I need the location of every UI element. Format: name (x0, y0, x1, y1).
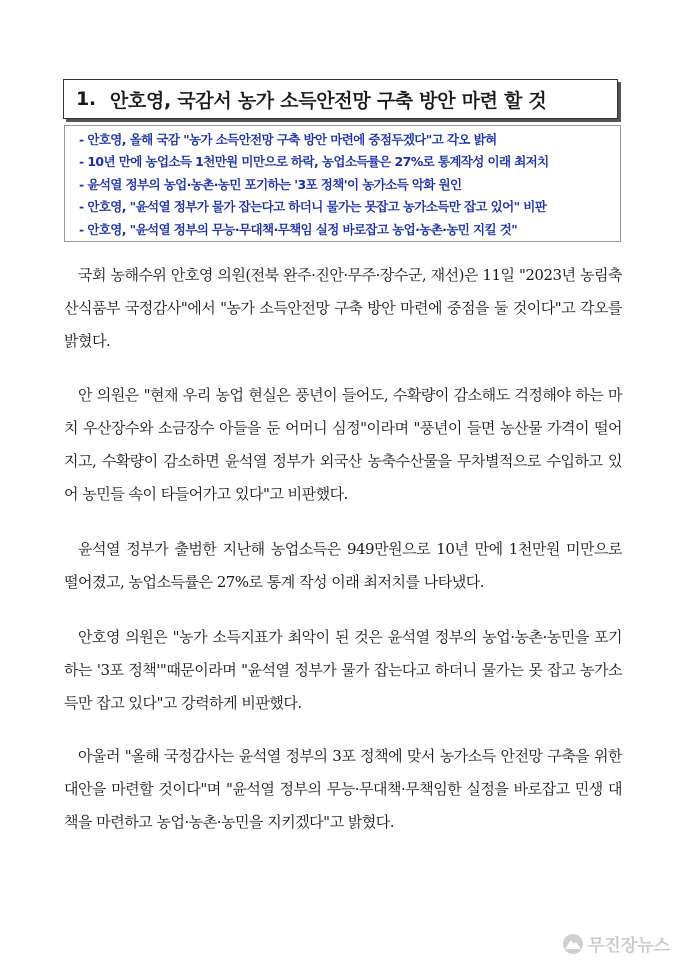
summary-item-4: - 안호영, "윤석열 정부가 물가 잡는다고 하더니 물가는 못잡고 농가소득만 잡고 있어" 비판 (79, 199, 547, 215)
body-paragraph-1: 국회 농해수위 안호영 의원(전북 완주·진안·무주·장수군, 재선)은 11일 "2023년 농림축산식품부 국정감사"에서 "농가 소득안전망 구축 방안 마련에 중점을 둘 것이다"고 각오를 밝혔다. (64, 266, 622, 350)
section-title: 안호영, 국감서 농가 소득안전망 구축 방안 마련 할 것 (109, 89, 547, 112)
body-paragraph-2: 안 의원은 "현재 우리 농업 현실은 풍년이 들어도, 수확량이 감소해도 걱정해야 하는 마치 우산장수와 소금장수 아들을 둔 어머니 심정"이라며 "풍년이 들면 농산물 가격이 떨어지고, 수확량이 감소하면 윤석열 정부가 외국산 농축수산물을 무차별적으로 수입하고 있어 농민들 속이 타들어가고 있다"고 비판했다. (64, 386, 622, 503)
summary-item-3: - 윤석열 정부의 농업·농촌·농민 포기하는 '3포 정책'이 농가소득 악화 원인 (79, 176, 462, 192)
watermark-text: 무진장뉴스 (587, 936, 670, 956)
body-paragraph-4: 안호영 의원은 "농가 소득지표가 최악이 된 것은 윤석열 정부의 농업·농촌·농민을 포기하는 '3포 정책'"때문이라며 "윤석열 정부가 물가 잡는다고 하더니 물가는 못 잡고 농가소득만 잡고 있다"고 강력하게 비판했다. (64, 628, 622, 712)
section-number: 1. (76, 88, 96, 110)
summary-item-5: - 안호영, "윤석열 정부의 무능·무대책·무책임 실정 바로잡고 농업·농촌·농민 지킬 것" (79, 221, 518, 237)
summary-item-2: - 10년 만에 농업소득 1천만원 미만으로 하락, 농업소득률은 27%로 통계작성 이래 최저치 (79, 154, 549, 170)
section-title-box (63, 79, 618, 119)
body-paragraph-3: 윤석열 정부가 출범한 지난해 농업소득은 949만원으로 10년 만에 1천만원 미만으로 떨어졌고, 농업소득률은 27%로 통계 작성 이래 최저치를 나타냈다. (64, 540, 622, 591)
body-paragraph-5: 아울러 "올해 국정감사는 윤석열 정부의 3포 정책에 맞서 농가소득 안전망 구축을 위한 대안을 마련할 것이다"며 "윤석열 정부의 무능·무대책·무책임한 실정을 바로잡고 민생 대책을 마련하고 농업·농촌·농민을 지키겠다"고 밝혔다. (64, 747, 622, 831)
mountain-logo-icon (562, 933, 584, 955)
watermark (562, 931, 670, 956)
summary-item-1: - 안호영, 올해 국감 "농가 소득안전망 구축 방안 마련에 중점두겠다"고 각오 밝혀 (79, 132, 497, 147)
summary-box (64, 125, 621, 242)
